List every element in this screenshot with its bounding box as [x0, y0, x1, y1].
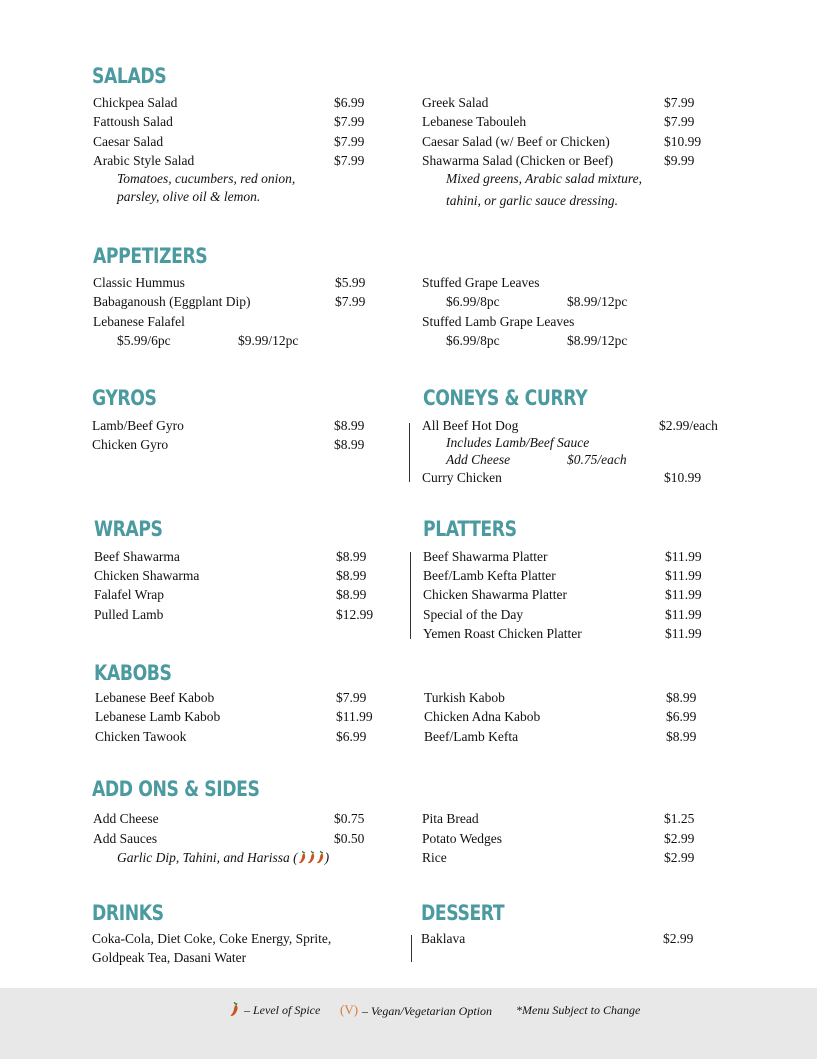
menu-item-name: Babaganoush (Eggplant Dip)	[93, 294, 251, 309]
menu-item-name: Stuffed Lamb Grape Leaves	[422, 314, 575, 329]
column-divider	[409, 423, 410, 482]
vegan-mark: (V)	[340, 1002, 359, 1017]
sauce-description-end: )	[324, 850, 330, 865]
menu-item-name: Rice	[422, 850, 447, 865]
menu-item-price: $2.99	[664, 850, 695, 865]
section-title-appetizers: APPETIZERS	[93, 244, 208, 268]
menu-item-price: $6.99	[336, 729, 367, 744]
menu-item-price: $7.99	[664, 114, 695, 129]
section-title-addons-sides: ADD ONS & SIDES	[92, 777, 260, 801]
menu-item-name: Caesar Salad	[93, 134, 164, 149]
pepper-icon	[307, 850, 316, 864]
legend-footer	[0, 988, 817, 1059]
menu-item-price: $6.99	[334, 95, 365, 110]
menu-item-name: Lamb/Beef Gyro	[92, 418, 184, 433]
menu-item-price: $8.99/12pc	[567, 294, 628, 309]
menu-item-name: Pita Bread	[422, 811, 479, 826]
menu-item-description: tahini, or garlic sauce dressing.	[446, 193, 618, 208]
menu-item-name: Pulled Lamb	[94, 607, 164, 622]
menu-item-name: Lebanese Tabouleh	[422, 114, 527, 129]
menu-item-price: $7.99	[334, 134, 365, 149]
menu-item-price: $0.50	[334, 831, 365, 846]
menu-item-price: $8.99	[334, 437, 365, 452]
section-title-gyros: GYROS	[92, 386, 157, 410]
menu-item-name: Add Cheese	[93, 811, 159, 826]
menu-item-price: $11.99	[336, 709, 373, 724]
menu-item-price: $8.99	[336, 568, 367, 583]
menu-item-price: $10.99	[664, 134, 702, 149]
menu-item-description: Tomatoes, cucumbers, red onion,	[117, 171, 296, 186]
menu-item-price: $6.99	[666, 709, 697, 724]
column-divider	[410, 552, 411, 639]
menu-item-price: $11.99	[665, 568, 702, 583]
menu-item-price: $11.99	[665, 549, 702, 564]
menu-item-description: Includes Lamb/Beef Sauce	[446, 435, 590, 450]
section-title-salads: SALADS	[92, 64, 167, 88]
menu-item-price: $2.99/each	[659, 418, 718, 433]
menu-item-name: Add Sauces	[93, 831, 158, 846]
menu-item-name: Beef Shawarma	[94, 549, 180, 564]
menu-item-name: All Beef Hot Dog	[422, 418, 519, 433]
menu-item-name: Coka-Cola, Diet Coke, Coke Energy, Sprite,	[92, 931, 332, 946]
menu-item-price: $1.25	[664, 811, 695, 826]
menu-item-price: $6.99/8pc	[446, 333, 500, 348]
menu-item-name: Arabic Style Salad	[93, 153, 195, 168]
menu-item-name: Chicken Shawarma	[94, 568, 200, 583]
section-title-drinks: DRINKS	[92, 901, 164, 925]
menu-item-price: $5.99/6pc	[117, 333, 171, 348]
menu-item-price: $9.99/12pc	[238, 333, 299, 348]
section-title-kabobs: KABOBS	[94, 661, 172, 685]
menu-item-name: Beef/Lamb Kefta Platter	[423, 568, 556, 583]
menu-item-name: Potato Wedges	[422, 831, 503, 846]
column-divider	[411, 935, 412, 962]
menu-item-name: Lebanese Lamb Kabob	[95, 709, 221, 724]
menu-item-name: Chicken Gyro	[92, 437, 169, 452]
menu-item-name: Lebanese Falafel	[93, 314, 185, 329]
menu-item-price: $7.99	[335, 294, 366, 309]
section-title-wraps: WRAPS	[94, 517, 163, 541]
sauce-description: Garlic Dip, Tahini, and Harissa (	[117, 850, 298, 865]
menu-item-price: $12.99	[336, 607, 374, 622]
spice-legend: – Level of Spice	[244, 1003, 321, 1017]
menu-item-name: Caesar Salad (w/ Beef or Chicken)	[422, 134, 610, 149]
menu-item-price: $7.99	[334, 114, 365, 129]
menu-item-name: Classic Hummus	[93, 275, 185, 290]
menu-item-price: $7.99	[334, 153, 365, 168]
menu-item-description	[117, 850, 329, 868]
menu-item-name: Special of the Day	[423, 607, 524, 622]
menu-item-price: $8.99/12pc	[567, 333, 628, 348]
menu-item-price: $10.99	[664, 470, 702, 485]
menu-item-name: Beef/Lamb Kefta	[424, 729, 519, 744]
pepper-icon	[298, 850, 307, 864]
menu-item-price: $2.99	[663, 931, 694, 946]
menu-item-name: Shawarma Salad (Chicken or Beef)	[422, 153, 614, 168]
menu-item-name: Yemen Roast Chicken Platter	[423, 626, 582, 641]
menu-item-name: Curry Chicken	[422, 470, 502, 485]
menu-item-name: Stuffed Grape Leaves	[422, 275, 540, 290]
spice-level-icons	[298, 850, 325, 868]
menu-note: *Menu Subject to Change	[516, 1003, 641, 1017]
menu-item-price: $0.75/each	[567, 452, 627, 467]
menu-item-name: Fattoush Salad	[93, 114, 173, 129]
menu-item-price: $8.99	[336, 549, 367, 564]
menu-item-price: $8.99	[334, 418, 365, 433]
menu-item-name: Beef Shawarma Platter	[423, 549, 548, 564]
menu-item-name: Greek Salad	[422, 95, 489, 110]
section-title-dessert: DESSERT	[421, 901, 505, 925]
menu-item-description: parsley, olive oil & lemon.	[117, 189, 261, 204]
menu-item-price: $5.99	[335, 275, 366, 290]
menu-item-name: Chickpea Salad	[93, 95, 178, 110]
menu-item-price: $11.99	[665, 587, 702, 602]
vegan-legend: – Vegan/Vegetarian Option	[362, 1004, 492, 1018]
menu-item-price: $7.99	[664, 95, 695, 110]
menu-item-name: Chicken Adna Kabob	[424, 709, 541, 724]
menu-item-name: Lebanese Beef Kabob	[95, 690, 215, 705]
menu-item-name: Baklava	[421, 931, 466, 946]
menu-item-name: Chicken Shawarma Platter	[423, 587, 567, 602]
menu-item-description: Mixed greens, Arabic salad mixture,	[446, 171, 642, 186]
menu-item-name: Turkish Kabob	[424, 690, 505, 705]
pepper-icon	[229, 1001, 240, 1017]
section-title-platters: PLATTERS	[423, 517, 517, 541]
pepper-icon	[316, 850, 325, 864]
menu-item-name: Falafel Wrap	[94, 587, 165, 602]
menu-item-price: $9.99	[664, 153, 695, 168]
menu-item-price: $8.99	[666, 690, 697, 705]
menu-item-price: $0.75	[334, 811, 365, 826]
menu-item-price: $2.99	[664, 831, 695, 846]
menu-item-price: $8.99	[666, 729, 697, 744]
menu-item-name: Goldpeak Tea, Dasani Water	[92, 950, 247, 965]
section-title-coneys-curry: CONEYS & CURRY	[423, 386, 588, 410]
menu-item-price: $6.99/8pc	[446, 294, 500, 309]
menu-item-name: Add Cheese	[446, 452, 511, 467]
menu-item-price: $7.99	[336, 690, 367, 705]
menu-item-price: $8.99	[336, 587, 367, 602]
menu-item-price: $11.99	[665, 607, 702, 622]
menu-item-price: $11.99	[665, 626, 702, 641]
menu-item-name: Chicken Tawook	[95, 729, 187, 744]
